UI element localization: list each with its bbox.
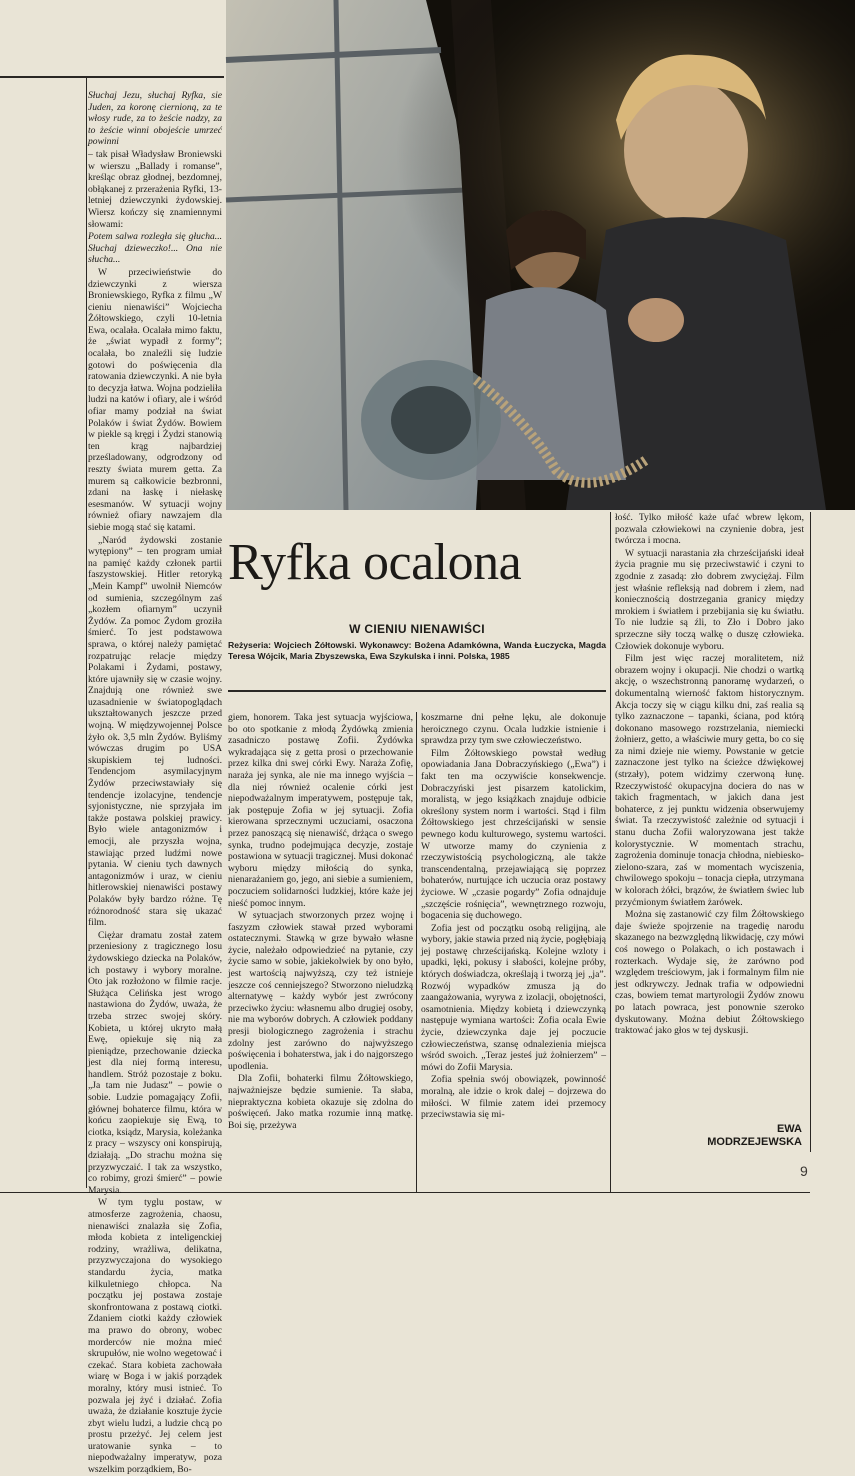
- credits-rule: [228, 690, 606, 692]
- paragraph: Zofia spełnia swój obowiązek, powinność moralną, ale idzie o krok dalej – dojrzewa do miłości. W filmie zatem idei przemocy przeciwstawia się mi-: [421, 1074, 606, 1121]
- author-first-name: EWA: [776, 1123, 802, 1135]
- film-still-illustration: [226, 0, 855, 510]
- mid-column-divider-1: [416, 712, 417, 1192]
- film-still-photo: [226, 0, 855, 510]
- paragraph: Film Żółtowskiego powstał według opowiadania Jana Dobraczyńskiego („Ewa”) i fakt ten ma oczywiście konsekwencje. Dobraczyński jest pisarzem katolickim, moralistą, w jego książkach znajduje odbicie określony system norm i wartości. Stąd i film Żółtowskiego jest chrześcijański w sensie pewnego kodu kulturowego, systemu wartości. W utworze mamy do czynienia z rzeczywistością psychologiczną, ale także transcendentalną, przejawiającą się poprzez bohaterów, nurtujące ich uczucia oraz postawy życiowe. W „czasie pogardy” Zofia odnajduje „szczęście rośnięcia”, wewnętrznego rozwoju, bogacenia się duchowego.: [421, 747, 606, 922]
- top-left-rule: [0, 76, 224, 78]
- paragraph: W przeciwieństwie do dziewczynki z wiersza Broniewskiego, Ryfka z filmu „W cieniu nienawiści” Wojciecha Żółtowskiego, czyli 10-letnia Ewa, ocalała. Ocalała mimo faktu, że „świat wypadł z formy”; ocalała, bo znaleźli się ludzie gotowi do poświęcenia dla ratowania dziewczynki. A nie była to decyzja łatwa. Wojna podzieliła ludzi na katów i ofiary, ale i wśród ofiar mamy podział na świat Polaków i świat Żydów. Bowiem w piekle są kręgi i Żydzi stanowią ten krąg najbardziej prześladowany, odgrodzony od reszty świata murem getta. Za murem są całkowicie bezbronni, zdani na łaskę i niełaskę esesmanów. W sytuacji wojny również ofiary nawzajem dla siebie mogą stać się katami.: [88, 266, 222, 533]
- right-edge-rule: [810, 512, 811, 1152]
- paragraph: Film jest więc raczej moralitetem, niż obrazem wojny i okupacji. Nie chodzi o wartką akcję, o wszechstronną panoramę wydarzeń, o dokumentalną wierność faktom historycznym. Akcja toczy się w ciągu kilku dni, zaś realia są tylko zaznaczone – tapanki, ściana, pod którą dokonano masowego rozstrzelania, niemiecki żołnierz, getto, a właściwie mury getta, bo co się za nimi dzieje nie wiemy. Powstanie w getcie zaznaczone jest tylko na ścieżce dźwiękowej (strzały), potem widzimy czerwoną łunę. Rzeczywistość okupacyjna dociera do nas w takich fragmentach, w jakich dana jest bohaterce, z jej punktu widzenia obserwujemy świat. Ta rzeczywistość zależnie od sytuacji i stanu ducha Zofii waloryzowana jest także kolorystycznie. W momentach strachu, zagrożenia dominuje tonacja chłodna, niebiesko-zielono-szara, zaś w momentach wyciszenia, chwilowego spokoju – tonacja ciepła, utrzymana w kolorach żółci, brązów, że światłem świec lub przyćmionym światłem żarówek.: [615, 653, 804, 908]
- article-column-mid-2: [421, 712, 606, 1192]
- article-column-mid-1: [228, 712, 413, 1192]
- paragraph: „Naród żydowski zostanie wytępiony” – ten program umiał na pamięć każdy członek partii faszystowskiej. Hitler retoryką „Mein Kampf” uwolnił Niemców od sumienia, szczególnym zaś „kozłem ofiarnym” uczynił Żydów. Za pomoc Żydom groziła śmierć. To jest podstawowa sprawa, o której należy pamiętać rozpatrując relacje między Polakami i Żydami, postawy, które ujawniły się w czasie wojny. Znajdują one również swe uzasadnienie w światopoglądach ukształtowanych jeszcze przed wojną. W międzywojennej Polsce żyło ok. 3,5 mln Żydów. Byliśmy wówczas drugim po USA skupiskiem tej ludności. Tendencjom asymilacyjnym Żydów przeciwstawiały się tendencje izolacyjne, tendencje syjonistyczne, nie sprzyjała im także postawa polskiej prawicy. Było wiele antagonizmów i emocji, ale przyszła wojna, stawiając przed ludźmi nowe pytania. W cieniu tych dawnych antagonizmów i uraz, w cieniu hitlerowskiej nienawiści postawy Polaków były bardzo różne. Tę różnorodność stara się ukazać film.: [88, 534, 222, 929]
- paragraph: W tym tyglu postaw, w atmosferze zagrożenia, chaosu, nienawiści znalazła się Zofia, młoda kobieta z inteligenckiej rodziny, wrażliwa, delikatna, przyzwyczajona do wysokiego standardu życia, matka kilkuletniego chłopca. Na początku jej postawa zostaje skonfrontowana z postawą ciotki. Zdaniem ciotki każdy człowiek ma prawo do obrony, wobec morderców nie można mieć skrupułów, nie wolno wegetować i czekać. Stara kobieta zachowała wiarę w Boga i w jakiś porządek moralny, który musi istnieć. To pozwala jej żyć i działać. Zofia uważa, że działanie kosztuje życie zbyt wielu ludzi, a ludzie chcą po prostu przeżyć. Jej celem jest uratowanie synka – to niepodważalny imperatyw, poza wszelkim porządkiem, Bo-: [88, 1197, 222, 1476]
- poem-excerpt: Słuchaj Jezu, słuchaj Ryfka, sie Juden, za koronę ciernioną, za te włosy rude, za to żeście nadzy, za to żeście winni obojeście umrzeć powinni: [88, 90, 222, 148]
- paragraph: Dla Zofii, bohaterki filmu Żółtowskiego, najważniejsze będzie sumienie. Ta słaba, niepraktyczna kobieta okazuje się zdolna do poświęceń. Jako matka rozumie inną matkę. Boi się, przeżywa: [228, 1073, 413, 1131]
- mid-column-divider-2: [610, 512, 611, 1192]
- film-credits: Reżyseria: Wojciech Żółtowski. Wykonawcy: Bożena Adamkówna, Wanda Łuczycka, Magda Teresa Wójcik, Maria Zbyszewska, Ewa Szykulska i inni. Polska, 1985: [228, 640, 606, 661]
- paragraph: Zofia jest od początku osobą religijną, ale wybory, jakie stawia przed nią życie, pogłębiają jej postawę chrześcijańską. Kolejne wzloty i upadki, lęki, pokusy i słabości, kolejne próby, których doświadcza, określają i tworzą jej „ja”. Rozwój wypadków zmusza ją do zaangażowania, wyrywa z izolacji, obojętności, osamotnienia. Między kobietą i dziewczynką następuje wymiana wartości: Zofia ocala Ewie życie, dziewczynka daje jej poczucie człowieczeństwa, szansę odnalezienia miejsca wśród swoich. „Teraz jesteś już żołnierzem” – mówi do Zofii Marysia.: [421, 922, 606, 1073]
- paragraph: koszmarne dni pełne lęku, ale dokonuje heroicznego czynu. Ocala ludzkie istnienie i sprawdza przy tym swe człowieczeństwo.: [421, 712, 606, 747]
- author-signature: [690, 1123, 802, 1153]
- author-last-name: MODRZEJEWSKA: [707, 1136, 802, 1148]
- article-column-left: [88, 90, 222, 1476]
- paragraph: giem, honorem. Taka jest sytuacja wyjściowa, bo oto spotkanie z młodą Żydówką zmienia zasadniczo postawę Zofii. Żydówka wykradająca się z getta prosi o przechowanie przez kilka dni swej córki Ewy. Naraża Zofię, naraża jej synka, ale nie ma innego wyjścia – dla niej również ocalenie córki jest niepodważalnym imperatywem, postępuje tak, jak postępuje Zofia w jej sytuacji. Zofia kierowana sprzecznymi uczuciami, osaczona przez panoszącą się nienawiść, drżąca o swego synka, trudno podejmująca decyzje, zostaje postawiona w sytuacji tragicznej. Musi dokonać wyboru między miłością do synka, nienarażaniem go, jego, ani siebie a sumieniem, poczuciem solidarności ludzkiej, które każe jej nieść pomoc innym.: [228, 712, 413, 909]
- paragraph: Można się zastanowić czy film Żółtowskiego daje świeże spojrzenie na tragedię narodu skazanego na bezwzględną likwidację, czy mówi coś nowego o Polakach, o ich postawach i rozterkach. Wydaje się, że zarówno pod względem treściowym, jak i formalnym film nie jest odkrywczy. Jednak trafia w odpowiedni czas, bowiem temat martyrologii Żydów znowu po latach powraca, jest ponownie szeroko dyskutowany. Można debiut Żółtowskiego traktować jako głos w tej dyskusji.: [615, 909, 804, 1037]
- left-column-rule: [86, 78, 87, 1188]
- paragraph: W sytuacjach stworzonych przez wojnę i faszyzm człowiek stawał przed wyborami ostatecznymi. Stawką w grze bywało własne życie, należało odpowiedzieć na pytanie, czy życie samo w sobie, jakiekolwiek by ono było, jest wartością najwyższą, czy też istnieje jeszcze coś cenniejszego? Stworzono nieludzką alternatywę – każdy wybór jest zwrócony przeciwko życiu: własnemu albo drugiej osoby, nie ma wyborów dobrych. A człowiek poddany presji biologicznego zagrożenia i strachu zdolny jest zarówno do najwyższego poświęcenia i bohaterstwa, jak i do najgorszego upodlenia.: [228, 910, 413, 1072]
- page-number: 9: [800, 1163, 808, 1179]
- article-column-right: [615, 512, 804, 1122]
- article-title: Ryfka ocalona: [228, 534, 522, 591]
- film-title: W CIENIU NIENAWIŚCI: [349, 622, 485, 636]
- paragraph: łość. Tylko miłość każe ufać wbrew lękom, pozwala człowiekowi na czynienie dobra, jest twórcza i mocna.: [615, 512, 804, 547]
- paragraph: Ciężar dramatu został zatem przeniesiony z tragicznego losu żydowskiego dziecka na Polaków, ich postawy i wybory moralne. Oto jak rozłożono w filmie racje. Służąca Celińska jest wrogo nastawiona do Żydów, uważa, że trzeba strzec swojej skóry. Kobieta, u której ukryto małą Ewę, opiekuje się nią za pieniądze, przechowanie dziecka jest dla niej formą interesu, handlem. Stróż pozostaje z boku. „Ja tam nie Judasz” – powie o sobie. Ludzie pomagający Zofii, głównej bohaterce filmu, która w końcu zaopiekuje się Ewą, to ciotka, ksiądz, Marysia, koleżanka z pracy – wszyscy oni konspirują, działają. „Do strachu można się przyzwyczaić. I tak za wszystko, co robimy, grozi śmierć” – powie Marysia.: [88, 929, 222, 1196]
- poem-excerpt-2: Potem salwa rozległa się głucha... Słuchaj dzieweczko!... Ona nie słucha...: [88, 231, 222, 266]
- paragraph: W sytuacji narastania zła chrześcijański ideał życia pragnie mu się przeciwstawić i czyni to zgodnie z zasadą: zło dobrem zwyciężaj. Film jest właśnie refleksją nad dobrem i złem, nad koniecznością dostrzegania granicy między mrokiem i światłem i przebijania się ku światłu. To nie ludzie są źli, to Zło i Dobro jako sprzeczne siły toczą walkę o duszę człowieka. Człowiek dokonuje wyboru.: [615, 547, 804, 652]
- paragraph: – tak pisał Władysław Broniewski w wierszu „Ballady i romanse”, kreśląc obraz głodnej, bezdomnej, obłąkanej z przerażenia Ryfki, 13-letniej dziewczynki żydowskiej. Wiersz kończy się znamiennymi słowami:: [88, 148, 222, 230]
